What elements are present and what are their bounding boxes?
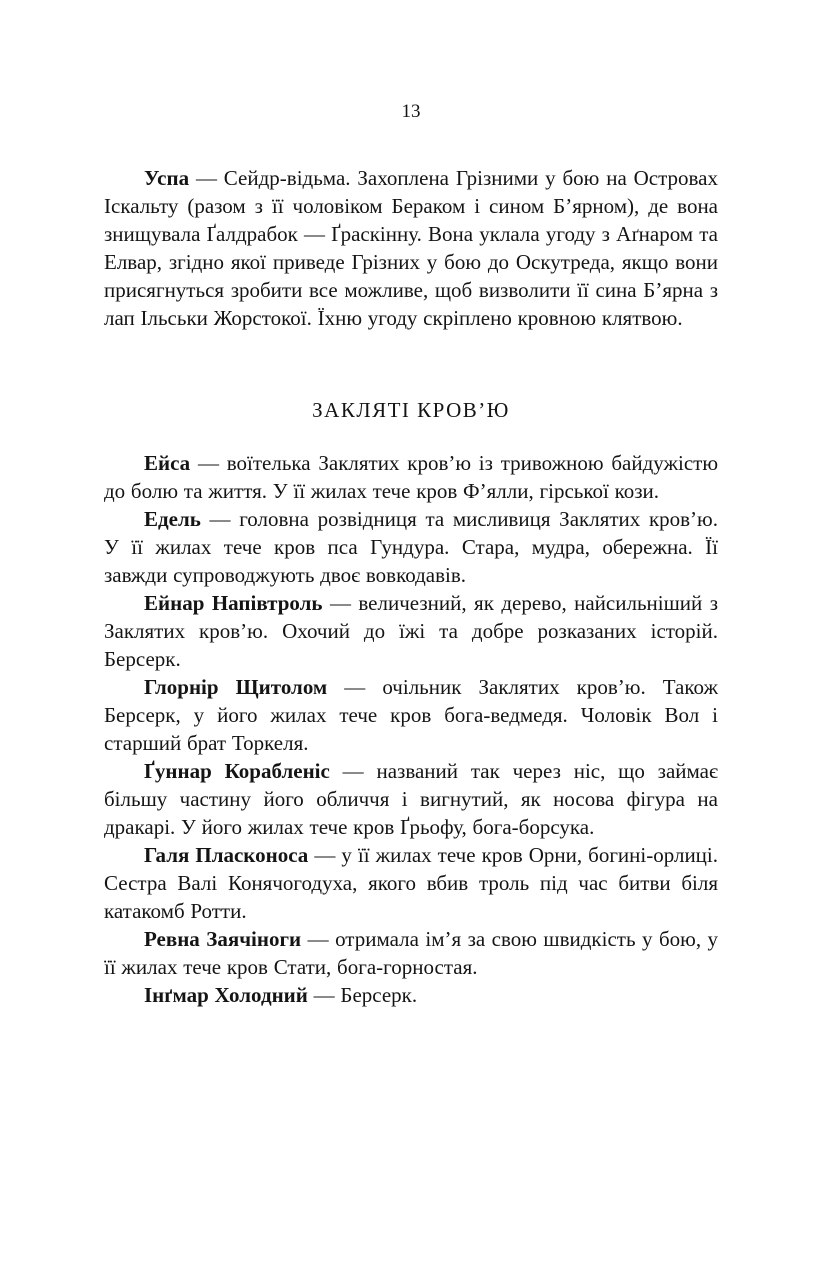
character-entry [104, 981, 718, 1009]
page-number: 13 [401, 101, 421, 122]
character-name: Галя Пласконоса [144, 843, 309, 867]
character-name: Інґмар Холодний [144, 983, 308, 1007]
character-name: Глорнір Щитолом [144, 675, 328, 699]
character-entry [104, 673, 718, 757]
character-description: — Сейдр-відьма. Захоплена Грізними у бою на Островах Іскальту (разом з її чоловіком Бераком і сином Б’ярном), де вона знищувала Ґалдрабок — Ґраскінну. Вона уклала угоду з Аґнаром та Елвар, згідно якої приведе Грізних у бою до Оскутреда, якщо вони присягнуться зробити все можливе, щоб визволити її сина Б’ярна з лап Ільськи Жорстокої. Їхню угоду скріплено кровною клятвою. [104, 166, 719, 330]
character-entry [104, 757, 718, 841]
character-name: Ейса [144, 451, 191, 475]
character-entry [104, 589, 718, 673]
character-name: Успа [144, 166, 190, 190]
character-description: — воїтелька Заклятих кров’ю із тривожною байдужістю до болю та життя. У її жилах тече кров Ф’ялли, гірської кози. [104, 451, 719, 503]
character-entry [104, 841, 718, 925]
character-name: Ревна Заячіноги [144, 927, 302, 951]
character-description: — отримала ім’я за свою швидкість у бою, у її жилах тече кров Стати, бога-горностая. [104, 927, 719, 979]
character-name: Ґуннар Корабленіс [144, 759, 330, 783]
character-description: — названий так через ніс, що займає більшу частину його обличчя і вигнутий, як носова фігура на дракарі. У його жилах тече кров Ґрьофу, бога-борсука. [104, 759, 719, 839]
character-entry [104, 925, 718, 981]
section-heading: ЗАКЛЯТІ КРОВ’Ю [312, 398, 510, 422]
character-description: — величезний, як дерево, найсильніший з Заклятих кров’ю. Охочий до їжі та добре розказаних історій. Берсерк. [104, 591, 718, 671]
character-description: — у її жилах тече кров Орни, богині-орлиці. Сестра Валі Конячогодуха, якого вбив троль під час битви біля катакомб Ротти. [104, 843, 719, 923]
character-entry [104, 449, 718, 505]
character-description: — Берсерк. [313, 983, 418, 1007]
character-description: — головна розвідниця та мисливиця Заклятих кров’ю. У її жилах тече кров пса Гундура. Стара, мудра, обережна. Її завжди супроводжують двоє вовкодавів. [104, 507, 718, 587]
intro-paragraph [104, 164, 718, 332]
character-name: Едель [144, 507, 201, 531]
character-description: — очільник Заклятих кров’ю. Також Берсерк, у його жилах тече кров бога-ведмедя. Чоловік Вол і старший брат Торкеля. [104, 675, 718, 755]
character-name: Ейнар Напівтроль [144, 591, 323, 615]
character-entry [104, 505, 718, 589]
